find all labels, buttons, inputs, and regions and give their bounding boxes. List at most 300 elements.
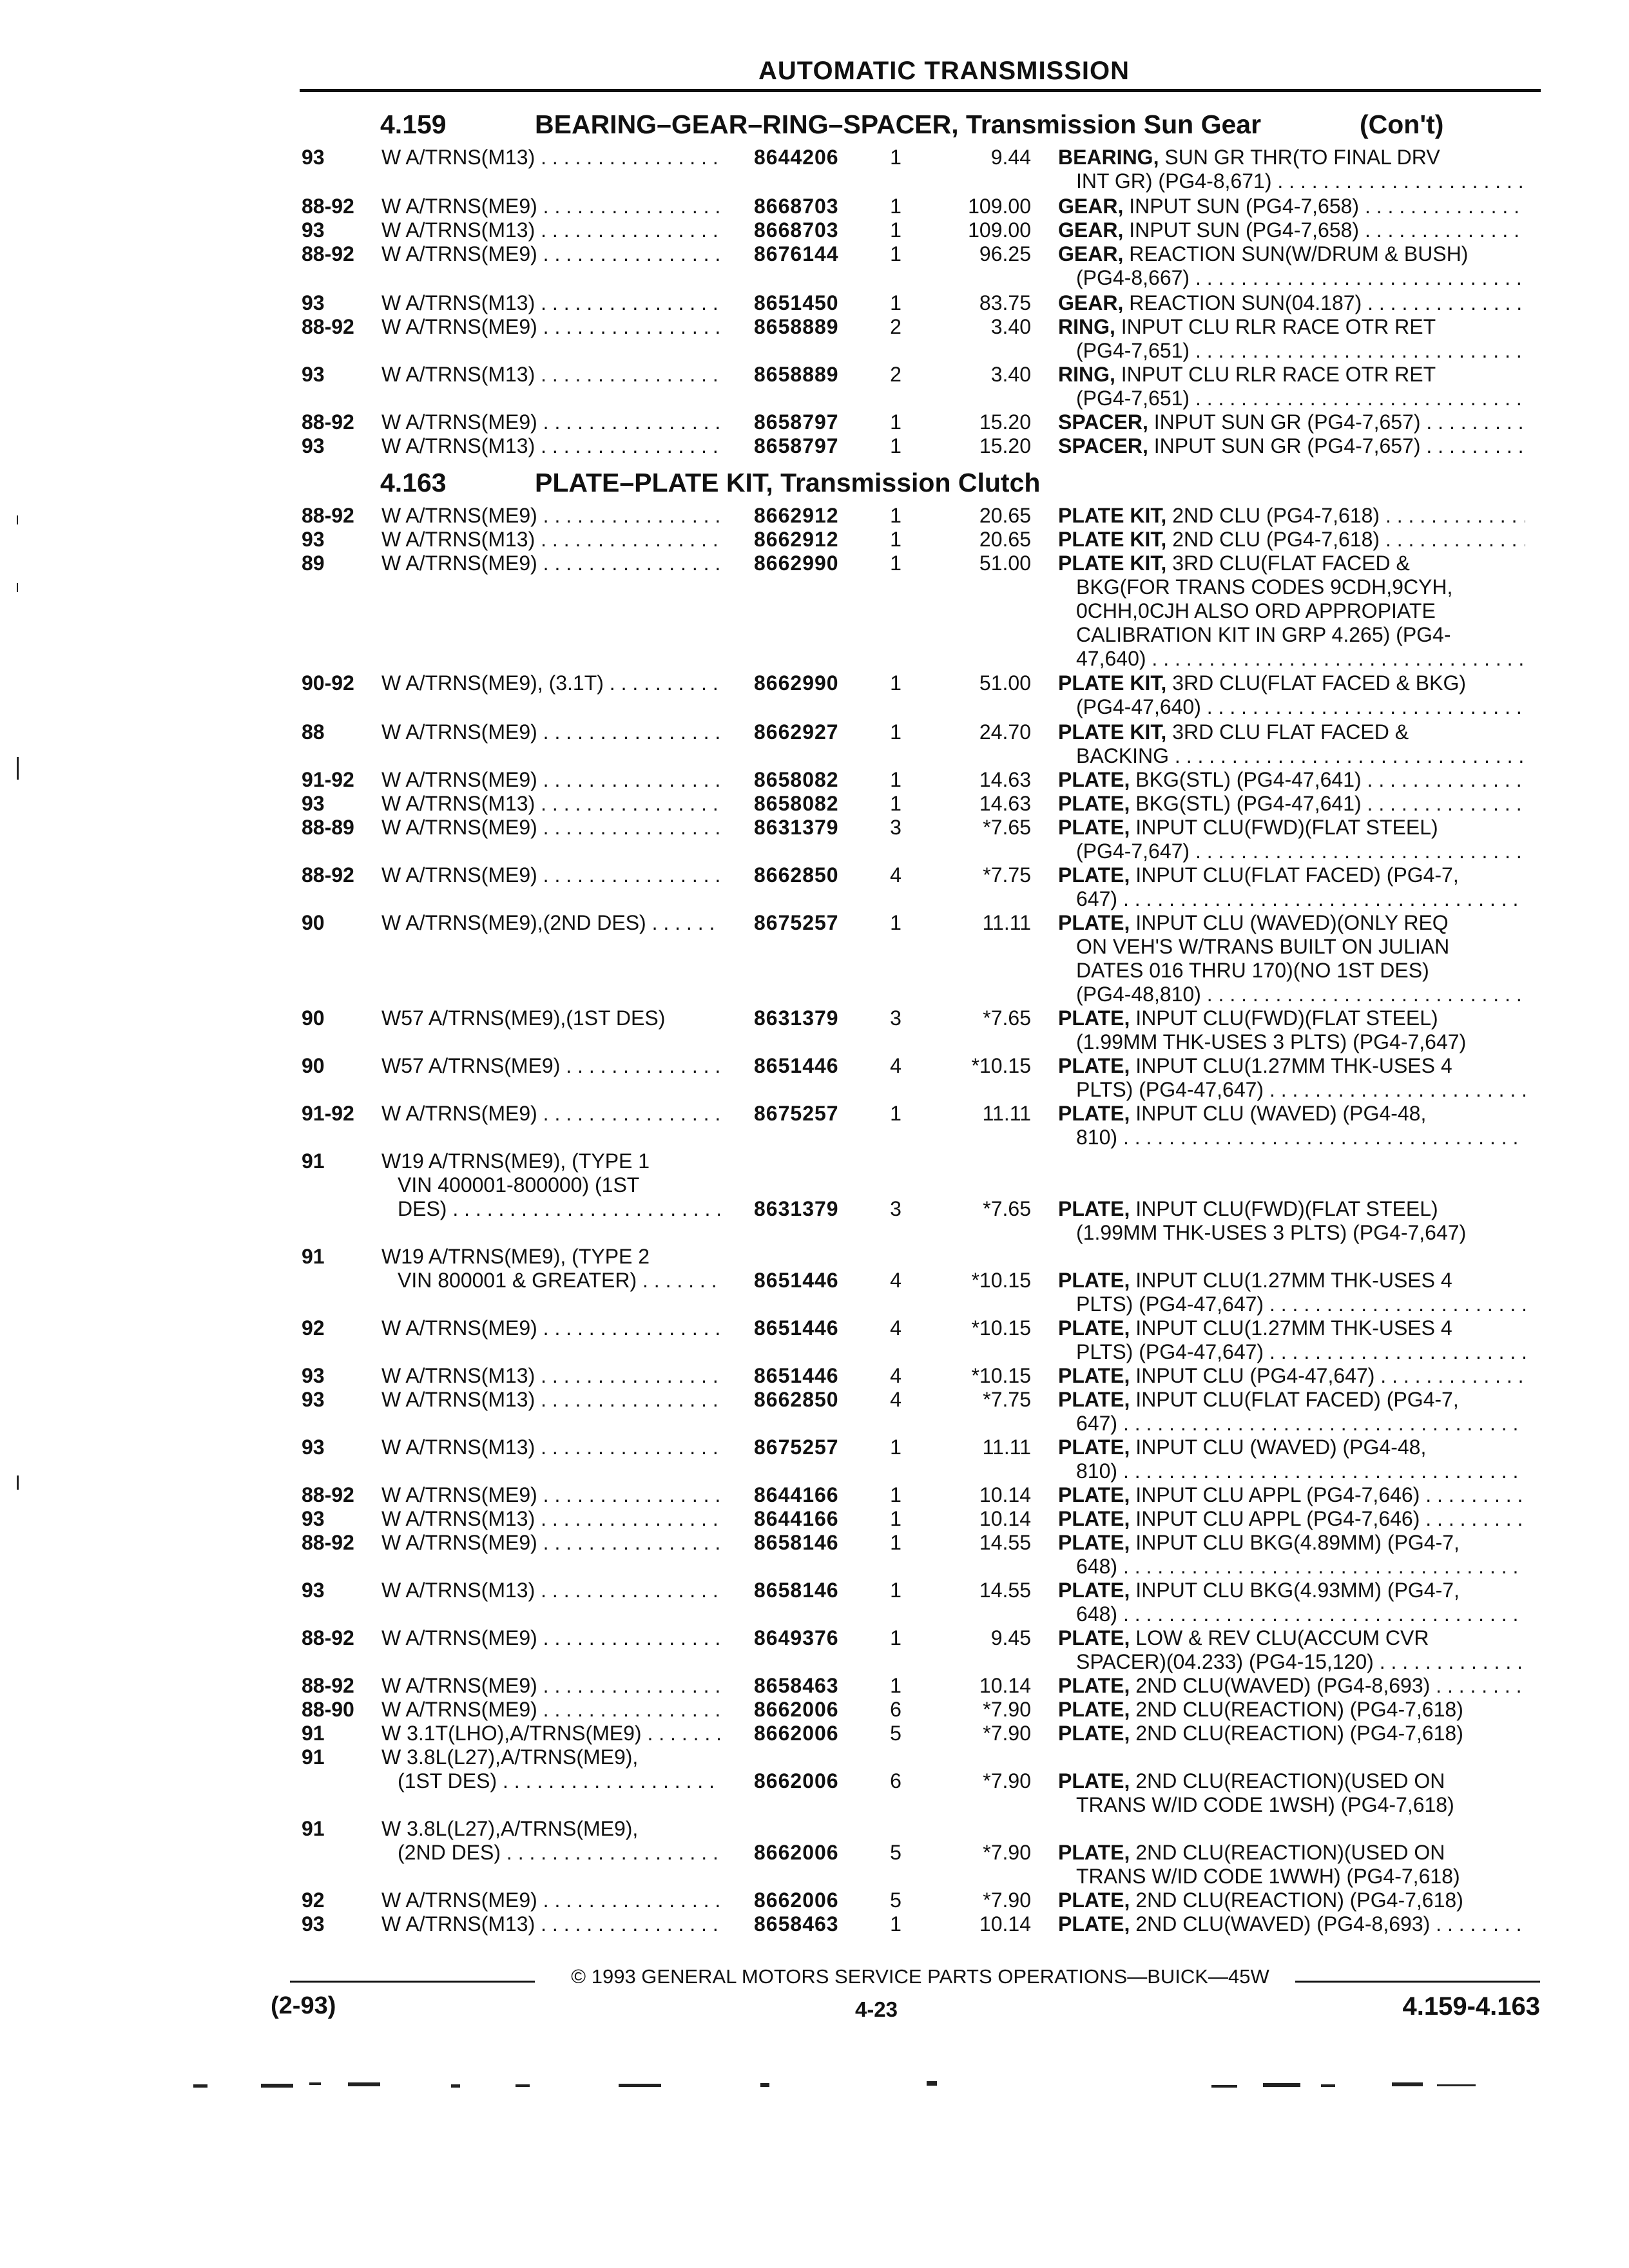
description-text: INPUT CLU RLR RACE OTR RET (1121, 315, 1436, 338)
description-text: 2ND CLU (PG4-7,618) (1172, 504, 1380, 527)
description-text: INT GR) (PG4-8,671) (1076, 169, 1272, 193)
part-category: PLATE, (1058, 1722, 1130, 1745)
part-category: RING, (1058, 363, 1115, 386)
part-category: PLATE, (1058, 1698, 1130, 1721)
description-text: PLTS) (PG4-47,647) (1076, 1078, 1264, 1101)
description-line (1058, 291, 1525, 315)
part-category: PLATE, (1058, 816, 1130, 839)
description-text: INPUT CLU BKG(4.93MM) (PG4-7, (1135, 1579, 1460, 1602)
description-text: INPUT CLU(FLAT FACED) (PG4-7, (1135, 863, 1459, 887)
description-line (1058, 363, 1525, 387)
usage-line: W A/TRNS(ME9) . . . (381, 242, 720, 266)
description-text: CALIBRATION KIT IN GRP 4.265) (PG4- (1076, 623, 1451, 646)
model-year: 91 (302, 1745, 325, 1769)
description-text: INPUT CLU RLR RACE OTR RET (1121, 363, 1436, 386)
part-number: 8676144 (754, 242, 839, 265)
usage-line: W A/TRNS(ME9) . . . (381, 863, 720, 887)
section-title: BEARING–GEAR–RING–SPACER, Transmission Sun Gear (535, 110, 1262, 139)
usage-line: W A/TRNS(ME9) . . . (381, 1698, 720, 1722)
part-category: PLATE, (1058, 1436, 1130, 1459)
quantity: 1 (890, 1102, 901, 1125)
part-category: PLATE, (1058, 1006, 1130, 1030)
description-line (1058, 218, 1525, 242)
description-line (1058, 266, 1525, 290)
part-category: PLATE KIT, (1058, 552, 1167, 575)
description-text: 2ND CLU(WAVED) (PG4-8,693) (1135, 1674, 1431, 1697)
description-cell (1058, 363, 1525, 410)
description-text: 647) (1076, 887, 1118, 910)
description-text: BKG(FOR TRANS CODES 9CDH,9CYH, (1076, 575, 1453, 599)
quantity: 4 (890, 1316, 901, 1340)
description-cell (1058, 1841, 1525, 1888)
quantity: 1 (890, 552, 901, 575)
usage-cell (381, 1579, 720, 1602)
part-number: 8658146 (754, 1531, 839, 1554)
part-category: RING, (1058, 315, 1115, 338)
description-line (1058, 1769, 1525, 1793)
price: *10.15 (971, 1316, 1031, 1340)
usage-cell (381, 1698, 720, 1722)
model-year: 88-92 (302, 1626, 354, 1649)
description-text: INPUT CLU(1.27MM THK-USES 4 (1135, 1054, 1452, 1077)
usage-line: W A/TRNS(M13) . . . (381, 792, 720, 816)
model-year: 93 (302, 146, 325, 169)
part-number: 8651446 (754, 1269, 839, 1292)
part-number: 8662006 (754, 1722, 839, 1745)
description-text: (PG4-7,651) (1076, 387, 1190, 410)
price: *10.15 (971, 1054, 1031, 1077)
part-number: 8662006 (754, 1888, 839, 1912)
price: 14.63 (979, 768, 1031, 791)
section-number: 4.159 (380, 110, 447, 139)
usage-cell (381, 1817, 720, 1865)
part-number: 8658889 (754, 363, 839, 386)
part-number: 8658146 (754, 1579, 839, 1602)
usage-cell (381, 863, 720, 887)
description-text: 3RD CLU(FLAT FACED & BKG) (1172, 671, 1466, 695)
usage-line: W57 A/TRNS(ME9) . . . (381, 1054, 720, 1078)
usage-cell (381, 816, 720, 840)
part-number: 8644166 (754, 1483, 839, 1506)
description-cell (1058, 315, 1525, 363)
description-text: DATES 016 THRU 170)(NO 1ST DES) (1076, 959, 1429, 982)
description-line (1058, 1006, 1525, 1030)
description-text: 810) (1076, 1126, 1118, 1149)
price: 83.75 (979, 291, 1031, 314)
usage-line: W A/TRNS(M13) . . . (381, 1364, 720, 1388)
description-text: 3RD CLU(FLAT FACED & (1172, 552, 1410, 575)
part-category: PLATE KIT, (1058, 504, 1167, 527)
description-text: (PG4-48,810) (1076, 983, 1201, 1006)
model-year: 93 (302, 1912, 325, 1936)
model-year: 88-92 (302, 315, 354, 338)
section-continued: (Con't) (1360, 110, 1444, 139)
usage-cell (381, 315, 720, 339)
model-year: 91 (302, 1722, 325, 1745)
part-category: PLATE, (1058, 1364, 1130, 1387)
section-heading (0, 110, 1629, 142)
description-line (1058, 387, 1525, 410)
description-cell (1058, 1006, 1525, 1054)
usage-cell (381, 1436, 720, 1459)
part-category: PLATE, (1058, 1769, 1130, 1792)
part-number: 8675257 (754, 1102, 839, 1125)
description-line (1058, 1078, 1525, 1102)
description-cell (1058, 911, 1525, 1006)
description-line (1058, 1459, 1525, 1483)
quantity: 1 (890, 720, 901, 744)
price: 14.55 (979, 1579, 1031, 1602)
usage-cell (381, 1674, 720, 1698)
description-line (1058, 983, 1525, 1006)
model-year: 93 (302, 291, 325, 314)
usage-cell (381, 1483, 720, 1507)
usage-line: W A/TRNS(M13) . . . (381, 528, 720, 552)
description-cell (1058, 1436, 1525, 1483)
part-number: 8668703 (754, 218, 839, 242)
description-text: (PG4-7,647) (1076, 840, 1190, 863)
part-number: 8631379 (754, 816, 839, 839)
part-number: 8649376 (754, 1626, 839, 1649)
part-category: PLATE, (1058, 1269, 1130, 1292)
section-number: 4.163 (380, 468, 447, 497)
usage-line: W A/TRNS(ME9) . . . (381, 1102, 720, 1126)
quantity: 5 (890, 1888, 901, 1912)
description-line (1058, 146, 1525, 169)
description-line (1058, 720, 1525, 744)
quantity: 4 (890, 1054, 901, 1077)
price: 3.40 (990, 315, 1031, 338)
description-text: 2ND CLU(REACTION)(USED ON (1135, 1769, 1445, 1792)
usage-cell (381, 1054, 720, 1078)
description-text: 648) (1076, 1602, 1118, 1626)
quantity: 5 (890, 1722, 901, 1745)
usage-cell (381, 504, 720, 528)
usage-cell (381, 410, 720, 434)
part-category: GEAR, (1058, 242, 1124, 265)
part-number: 8651450 (754, 291, 839, 314)
description-text: 2ND CLU(REACTION) (PG4-7,618) (1135, 1888, 1463, 1912)
description-line (1058, 599, 1525, 623)
quantity: 3 (890, 1006, 901, 1030)
part-category: PLATE, (1058, 1388, 1130, 1411)
description-line (1058, 1340, 1525, 1364)
part-category: SPACER, (1058, 410, 1148, 434)
description-line (1058, 1531, 1525, 1555)
usage-cell (381, 242, 720, 266)
description-line (1058, 887, 1525, 911)
description-line (1058, 1197, 1525, 1221)
description-line (1058, 1483, 1525, 1507)
quantity: 1 (890, 242, 901, 265)
description-line (1058, 1102, 1525, 1126)
description-cell (1058, 1912, 1525, 1936)
description-text: 0CHH,0CJH ALSO ORD APPROPIATE (1076, 599, 1436, 622)
part-number: 8675257 (754, 1436, 839, 1459)
description-line (1058, 959, 1525, 983)
part-number: 8658463 (754, 1674, 839, 1697)
description-line (1058, 647, 1525, 671)
model-year: 88 (302, 720, 325, 744)
part-number: 8662927 (754, 720, 839, 744)
description-text: LOW & REV CLU(ACCUM CVR (1135, 1626, 1429, 1649)
usage-cell (381, 1531, 720, 1555)
description-cell (1058, 1579, 1525, 1626)
usage-line: W A/TRNS(M13) . . . (381, 434, 720, 458)
description-text: INPUT CLU(FWD)(FLAT STEEL) (1135, 1197, 1438, 1220)
description-line (1058, 1841, 1525, 1865)
usage-line: DES) . . . (381, 1197, 720, 1221)
description-text: ON VEH'S W/TRANS BUILT ON JULIAN (1076, 935, 1450, 958)
usage-cell (381, 1888, 720, 1912)
part-category: PLATE, (1058, 1888, 1130, 1912)
description-text: SUN GR THR(TO FINAL DRV (1164, 146, 1440, 169)
quantity: 1 (890, 434, 901, 457)
part-category: PLATE, (1058, 1579, 1130, 1602)
usage-cell (381, 434, 720, 458)
description-line (1058, 1650, 1525, 1674)
description-line (1058, 1293, 1525, 1316)
quantity: 1 (890, 1507, 901, 1530)
model-year: 93 (302, 1507, 325, 1530)
part-number: 8662006 (754, 1769, 839, 1792)
price: 51.00 (979, 552, 1031, 575)
description-line (1058, 1030, 1525, 1054)
usage-line: W19 A/TRNS(ME9), (TYPE 2 (381, 1245, 650, 1268)
usage-line: W A/TRNS(ME9) . . . (381, 195, 720, 218)
quantity: 4 (890, 1364, 901, 1387)
description-cell (1058, 1102, 1525, 1149)
price: *10.15 (971, 1364, 1031, 1387)
price: 51.00 (979, 671, 1031, 695)
model-year: 93 (302, 1388, 325, 1411)
usage-line: W A/TRNS(ME9) . . . (381, 1674, 720, 1698)
description-line (1058, 935, 1525, 959)
part-category: PLATE, (1058, 1841, 1130, 1864)
part-category: PLATE, (1058, 1102, 1130, 1125)
part-category: PLATE, (1058, 1912, 1130, 1936)
description-text: 2ND CLU(REACTION)(USED ON (1135, 1841, 1445, 1864)
usage-line: W A/TRNS(M13) . . . (381, 146, 720, 169)
description-cell (1058, 863, 1525, 911)
description-line (1058, 504, 1525, 528)
quantity: 1 (890, 768, 901, 791)
model-year: 88-92 (302, 1674, 354, 1697)
description-line (1058, 528, 1525, 552)
footer-rule-right (1295, 1981, 1540, 1983)
price: *7.90 (983, 1698, 1031, 1721)
usage-cell (381, 792, 720, 816)
description-cell (1058, 1698, 1525, 1722)
part-category: PLATE, (1058, 1316, 1130, 1340)
part-category: GEAR, (1058, 218, 1124, 242)
description-text: REACTION SUN(04.187) (1129, 291, 1362, 314)
description-line (1058, 863, 1525, 887)
part-category: PLATE, (1058, 768, 1130, 791)
usage-line: W A/TRNS(ME9) . . . (381, 1483, 720, 1507)
description-line (1058, 169, 1525, 193)
price: 10.14 (979, 1912, 1031, 1936)
quantity: 1 (890, 291, 901, 314)
part-category: PLATE, (1058, 1531, 1130, 1554)
description-cell (1058, 434, 1525, 458)
description-cell (1058, 1388, 1525, 1436)
description-line (1058, 744, 1525, 768)
description-line (1058, 1722, 1525, 1745)
description-text: INPUT CLU(1.27MM THK-USES 4 (1135, 1316, 1452, 1340)
part-number: 8662990 (754, 552, 839, 575)
price: *7.90 (983, 1888, 1031, 1912)
usage-cell (381, 1245, 720, 1293)
description-cell (1058, 1054, 1525, 1102)
usage-line: W A/TRNS(ME9) . . . (381, 1531, 720, 1555)
usage-cell (381, 768, 720, 792)
description-cell (1058, 1888, 1525, 1912)
description-line (1058, 434, 1525, 458)
usage-cell (381, 1745, 720, 1793)
price: *7.90 (983, 1841, 1031, 1864)
description-line (1058, 1912, 1525, 1936)
description-text: INPUT CLU BKG(4.89MM) (PG4-7, (1135, 1531, 1460, 1554)
description-cell (1058, 552, 1525, 671)
quantity: 1 (890, 195, 901, 218)
quantity: 1 (890, 528, 901, 551)
price: 14.55 (979, 1531, 1031, 1554)
price: 9.45 (990, 1626, 1031, 1649)
usage-line: W A/TRNS(ME9) . . . (381, 1626, 720, 1650)
description-line (1058, 1316, 1525, 1340)
description-text: TRANS W/ID CODE 1WWH) (PG4-7,618) (1076, 1865, 1460, 1888)
description-cell (1058, 504, 1525, 528)
part-category: PLATE, (1058, 1483, 1130, 1506)
description-cell (1058, 1626, 1525, 1674)
part-number: 8658082 (754, 768, 839, 791)
price: *7.90 (983, 1722, 1031, 1745)
quantity: 1 (890, 218, 901, 242)
description-line (1058, 768, 1525, 792)
quantity: 1 (890, 1912, 901, 1936)
description-text: 648) (1076, 1555, 1118, 1578)
usage-line: W A/TRNS(M13) . . . (381, 1388, 720, 1412)
description-text: 2ND CLU(REACTION) (PG4-7,618) (1135, 1698, 1463, 1721)
model-year: 93 (302, 1364, 325, 1387)
usage-cell (381, 528, 720, 552)
price: *7.65 (983, 816, 1031, 839)
section-heading (0, 468, 1629, 500)
description-line (1058, 1793, 1525, 1817)
price: 20.65 (979, 528, 1031, 551)
quantity: 4 (890, 863, 901, 887)
description-line (1058, 1269, 1525, 1293)
description-line (1058, 1221, 1525, 1245)
quantity: 3 (890, 816, 901, 839)
description-line (1058, 911, 1525, 935)
quantity: 1 (890, 504, 901, 527)
price: 11.11 (982, 911, 1031, 934)
usage-line: W A/TRNS(ME9) . . . (381, 552, 720, 575)
description-text: 2ND CLU(REACTION) (PG4-7,618) (1135, 1722, 1463, 1745)
price: 14.63 (979, 792, 1031, 815)
model-year: 88-92 (302, 504, 354, 527)
model-year: 91 (302, 1817, 325, 1840)
description-text: 810) (1076, 1459, 1118, 1483)
description-cell (1058, 528, 1525, 552)
model-year: 88-92 (302, 242, 354, 265)
quantity: 6 (890, 1769, 901, 1792)
description-text: PLTS) (PG4-47,647) (1076, 1293, 1264, 1316)
model-year: 92 (302, 1888, 325, 1912)
description-line (1058, 1698, 1525, 1722)
part-category: PLATE, (1058, 792, 1130, 815)
quantity: 2 (890, 363, 901, 386)
description-line (1058, 1364, 1525, 1388)
model-year: 93 (302, 528, 325, 551)
part-category: PLATE, (1058, 1674, 1130, 1697)
quantity: 2 (890, 315, 901, 338)
price: *7.65 (983, 1197, 1031, 1220)
part-number: 8668703 (754, 195, 839, 218)
usage-line: VIN 800001 & GREATER) . . . (381, 1269, 720, 1293)
description-line (1058, 1436, 1525, 1459)
description-text: 2ND CLU(WAVED) (PG4-8,693) (1135, 1912, 1431, 1936)
quantity: 6 (890, 1698, 901, 1721)
usage-line: W A/TRNS(ME9) . . . (381, 816, 720, 840)
part-category: PLATE, (1058, 1054, 1130, 1077)
price: *7.75 (983, 1388, 1031, 1411)
price: *10.15 (971, 1269, 1031, 1292)
description-line (1058, 575, 1525, 599)
model-year: 93 (302, 1579, 325, 1602)
model-year: 88-92 (302, 410, 354, 434)
price: 9.44 (990, 146, 1031, 169)
description-text: INPUT CLU (WAVED) (PG4-48, (1135, 1102, 1427, 1125)
model-year: 88-92 (302, 195, 354, 218)
description-cell (1058, 792, 1525, 816)
part-number: 8662912 (754, 504, 839, 527)
usage-cell (381, 363, 720, 387)
usage-cell (381, 671, 720, 695)
model-year: 90 (302, 911, 325, 934)
part-category: PLATE KIT, (1058, 671, 1167, 695)
quantity: 1 (890, 1674, 901, 1697)
description-cell (1058, 195, 1525, 218)
description-line (1058, 1555, 1525, 1579)
description-line (1058, 242, 1525, 266)
description-line (1058, 1388, 1525, 1412)
description-cell (1058, 1197, 1525, 1245)
part-number: 8631379 (754, 1197, 839, 1220)
usage-cell (381, 911, 720, 935)
part-number: 8644166 (754, 1507, 839, 1530)
price: 20.65 (979, 504, 1031, 527)
part-category: PLATE KIT, (1058, 528, 1167, 551)
usage-cell (381, 1364, 720, 1388)
description-cell (1058, 242, 1525, 290)
usage-cell (381, 218, 720, 242)
price: 24.70 (979, 720, 1031, 744)
part-category: BEARING, (1058, 146, 1159, 169)
description-cell (1058, 218, 1525, 242)
quantity: 1 (890, 410, 901, 434)
usage-line: (1ST DES) . . . (381, 1769, 720, 1793)
price: *7.65 (983, 1006, 1031, 1030)
usage-line: W A/TRNS(ME9),(2ND DES) . . . (381, 911, 720, 935)
description-line (1058, 195, 1525, 218)
description-cell (1058, 410, 1525, 434)
price: *7.90 (983, 1769, 1031, 1792)
usage-line: W 3.8L(L27),A/TRNS(ME9), (381, 1817, 639, 1840)
description-cell (1058, 671, 1525, 719)
